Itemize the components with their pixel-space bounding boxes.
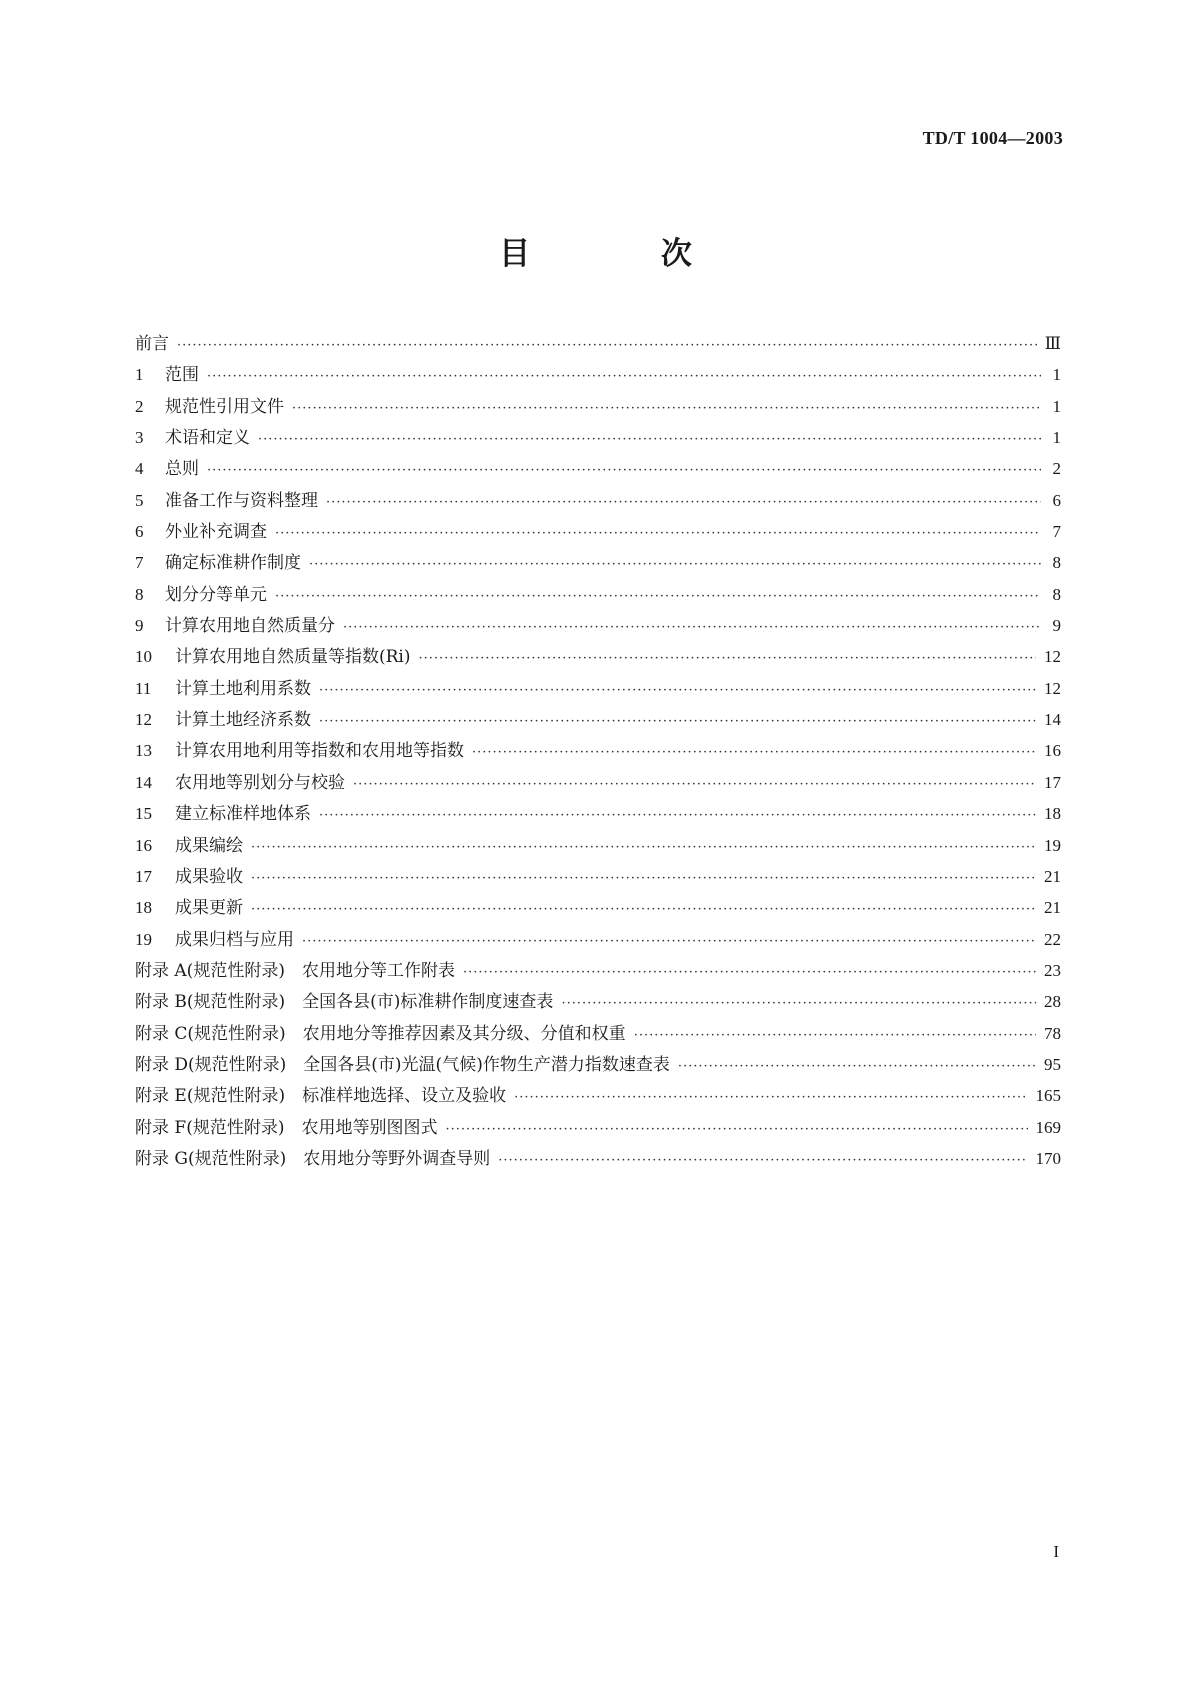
toc-entry-number: 16 — [135, 835, 152, 855]
toc-entry-page: 16 — [1044, 741, 1061, 761]
toc-entry[interactable] — [135, 485, 1061, 516]
toc-entry-label: 附录 B(规范性附录) 全国各县(市)标准耕作制度速查表 — [135, 992, 554, 1013]
toc-entry-label: 成果验收 — [175, 866, 243, 887]
toc-entry-title — [135, 485, 326, 517]
toc-entry-page: 14 — [1044, 710, 1061, 730]
toc-entry-label: 规范性引用文件 — [165, 396, 284, 417]
toc-entry[interactable] — [135, 391, 1061, 422]
toc-entry-number: 9 — [135, 616, 144, 636]
toc-entry-page: 12 — [1044, 647, 1061, 667]
toc-entry-title — [135, 892, 251, 924]
toc-entry-number: 15 — [135, 804, 152, 824]
toc-entry-label: 外业补充调查 — [165, 522, 267, 543]
dot-leader — [319, 800, 1036, 831]
toc-entry-page: 6 — [1052, 490, 1061, 510]
toc-entry-title — [135, 987, 561, 1018]
table-of-contents — [135, 328, 1061, 1174]
toc-entry[interactable] — [135, 955, 1061, 986]
dot-leader — [678, 1051, 1036, 1082]
dot-leader — [472, 737, 1036, 768]
toc-entry[interactable] — [135, 359, 1061, 390]
toc-entry-number: 6 — [135, 522, 144, 542]
toc-entry-title — [135, 1081, 514, 1112]
toc-entry-label: 前言 — [135, 334, 169, 354]
toc-entry[interactable] — [135, 924, 1061, 955]
dot-leader — [177, 330, 1037, 361]
dot-leader — [292, 393, 1041, 424]
toc-entry-page: 21 — [1044, 898, 1061, 918]
dot-leader — [498, 1145, 1027, 1176]
toc-entry-number: 5 — [135, 490, 144, 510]
toc-entry-label: 成果归档与应用 — [175, 929, 294, 950]
toc-entry-number: 4 — [135, 459, 144, 479]
toc-entry-label: 划分分等单元 — [165, 584, 267, 605]
toc-entry-title — [135, 579, 275, 611]
toc-entry[interactable] — [135, 892, 1061, 923]
toc-entry-title — [135, 735, 472, 767]
toc-entry-page: 23 — [1044, 960, 1061, 980]
dot-leader — [514, 1082, 1027, 1113]
dot-leader — [309, 549, 1041, 580]
toc-entry-number: 1 — [135, 365, 144, 385]
toc-entry-title — [135, 673, 319, 705]
toc-entry-page: 78 — [1044, 1023, 1061, 1043]
dot-leader — [353, 769, 1036, 800]
toc-entry-page: 1 — [1052, 428, 1061, 448]
toc-entry-label: 附录 A(规范性附录) 农用地分等工作附表 — [135, 960, 455, 981]
toc-entry[interactable] — [135, 579, 1061, 610]
dot-leader — [258, 424, 1041, 455]
dot-leader — [326, 487, 1041, 518]
toc-entry[interactable] — [135, 1049, 1061, 1080]
standard-code: TD/T 1004—2003 — [922, 128, 1063, 148]
toc-entry-page: 28 — [1044, 992, 1061, 1012]
dot-leader — [207, 361, 1041, 392]
dot-leader — [275, 581, 1041, 612]
toc-entry-title — [135, 1019, 634, 1050]
toc-entry-page: 19 — [1044, 835, 1061, 855]
toc-entry[interactable] — [135, 1143, 1061, 1174]
dot-leader — [445, 1114, 1027, 1145]
toc-entry[interactable] — [135, 986, 1061, 1017]
toc-entry-number: 2 — [135, 396, 144, 416]
toc-entry-title — [135, 1144, 498, 1175]
toc-entry-label: 计算农用地自然质量分 — [165, 616, 335, 637]
toc-entry[interactable] — [135, 1018, 1061, 1049]
toc-entry-label: 附录 E(规范性附录) 标准样地选择、设立及验收 — [135, 1086, 507, 1107]
toc-entry-title — [135, 547, 309, 579]
toc-entry-page: 1 — [1052, 396, 1061, 416]
toc-entry-page: 165 — [1035, 1086, 1061, 1106]
toc-entry-page: 169 — [1035, 1117, 1061, 1137]
toc-entry-page: Ⅲ — [1044, 334, 1061, 353]
toc-entry[interactable] — [135, 767, 1061, 798]
dot-leader — [275, 518, 1041, 549]
toc-entry-title — [135, 861, 251, 893]
toc-entry-page: 17 — [1044, 772, 1061, 792]
toc-entry-page: 8 — [1052, 584, 1061, 604]
dot-leader — [343, 612, 1041, 643]
toc-entry-label: 建立标准样地体系 — [175, 804, 311, 825]
toc-entry-title — [135, 767, 353, 799]
toc-entry-title — [135, 391, 292, 423]
toc-entry[interactable] — [135, 547, 1061, 578]
toc-entry-page: 9 — [1052, 616, 1061, 636]
toc-entry-title — [135, 924, 302, 956]
dot-leader — [251, 894, 1036, 925]
toc-entry-label: 确定标准耕作制度 — [165, 553, 301, 574]
toc-entry[interactable] — [135, 610, 1061, 641]
toc-entry-page: 21 — [1044, 866, 1061, 886]
toc-entry-page: 1 — [1052, 365, 1061, 385]
toc-entry-label: 术语和定义 — [165, 428, 250, 449]
toc-entry-label: 农用地等别划分与校验 — [175, 772, 345, 793]
toc-entry[interactable] — [135, 735, 1061, 766]
toc-entry-title — [135, 830, 251, 862]
toc-entry-label: 计算农用地利用等指数和农用地等指数 — [175, 741, 464, 762]
toc-entry-number: 14 — [135, 772, 152, 792]
toc-entry[interactable] — [135, 516, 1061, 547]
toc-entry[interactable] — [135, 453, 1061, 484]
dot-leader — [463, 957, 1036, 988]
toc-entry-label: 成果更新 — [175, 898, 243, 919]
toc-entry-page: 12 — [1044, 678, 1061, 698]
dot-leader — [319, 675, 1036, 706]
dot-leader — [207, 455, 1041, 486]
toc-entry-title — [135, 516, 275, 548]
dot-leader — [319, 706, 1036, 737]
toc-entry-title — [135, 359, 207, 391]
toc-entry-number: 10 — [135, 647, 152, 667]
toc-entry-title — [135, 956, 463, 987]
toc-entry-page: 8 — [1052, 553, 1061, 573]
toc-entry-label: 准备工作与资料整理 — [165, 490, 318, 511]
toc-entry-label: 附录 D(规范性附录) 全国各县(市)光温(气候)作物生产潜力指数速查表 — [135, 1054, 670, 1075]
toc-entry-number: 17 — [135, 866, 152, 886]
toc-entry-label: 附录 C(规范性附录) 农用地分等推荐因素及其分级、分值和权重 — [135, 1023, 626, 1044]
toc-entry-number: 11 — [135, 678, 152, 698]
page-title: 目 次 — [499, 236, 752, 272]
toc-entry-label: 附录 F(规范性附录) 农用地等别图图式 — [135, 1117, 438, 1138]
toc-entry-title — [135, 798, 319, 830]
toc-entry-page: 95 — [1044, 1054, 1061, 1074]
toc-entry-page: 2 — [1052, 459, 1061, 479]
toc-entry-title — [135, 1113, 445, 1144]
toc-entry-page: 18 — [1044, 804, 1061, 824]
toc-entry[interactable] — [135, 798, 1061, 829]
toc-entry[interactable] — [135, 1112, 1061, 1143]
toc-entry-label: 成果编绘 — [175, 835, 243, 856]
toc-entry-number: 18 — [135, 898, 152, 918]
toc-entry-number: 12 — [135, 710, 152, 730]
toc-entry-page: 7 — [1052, 522, 1061, 542]
toc-entry-label: 计算土地经济系数 — [175, 710, 311, 731]
dot-leader — [561, 988, 1036, 1019]
toc-entry[interactable] — [135, 861, 1061, 892]
toc-entry[interactable] — [135, 704, 1061, 735]
toc-entry[interactable] — [135, 673, 1061, 704]
toc-entry[interactable] — [135, 1080, 1061, 1111]
toc-entry-label: 附录 G(规范性附录) 农用地分等野外调查导则 — [135, 1148, 491, 1169]
toc-entry[interactable] — [135, 830, 1061, 861]
dot-leader — [419, 643, 1036, 674]
toc-entry-title — [135, 641, 419, 673]
toc-entry-title — [135, 610, 343, 642]
toc-entry-number: 13 — [135, 741, 152, 761]
toc-entry-title — [135, 704, 319, 736]
toc-entry[interactable] — [135, 641, 1061, 672]
toc-entry-number: 8 — [135, 584, 144, 604]
toc-entry-title — [135, 422, 258, 454]
toc-entry-label: 计算土地利用系数 — [175, 678, 311, 699]
toc-entry-page: 170 — [1035, 1148, 1061, 1168]
toc-entry-page: 22 — [1044, 929, 1061, 949]
toc-entry-label: 范围 — [165, 365, 199, 386]
toc-entry-number: 7 — [135, 553, 144, 573]
dot-leader — [251, 863, 1036, 894]
toc-entry-label: 总则 — [165, 459, 199, 480]
toc-entry-number: 3 — [135, 428, 144, 448]
dot-leader — [634, 1020, 1036, 1051]
toc-entry-title — [135, 1050, 678, 1081]
dot-leader — [251, 832, 1036, 863]
toc-entry-title — [135, 453, 207, 485]
toc-entry[interactable] — [135, 422, 1061, 453]
page-number: I — [1053, 1542, 1059, 1561]
toc-entry-label: 计算农用地自然质量等指数(Ri) — [175, 647, 411, 668]
toc-entry-number: 19 — [135, 929, 152, 949]
dot-leader — [302, 926, 1036, 957]
toc-entry-title — [135, 329, 177, 360]
toc-entry[interactable] — [135, 328, 1061, 359]
